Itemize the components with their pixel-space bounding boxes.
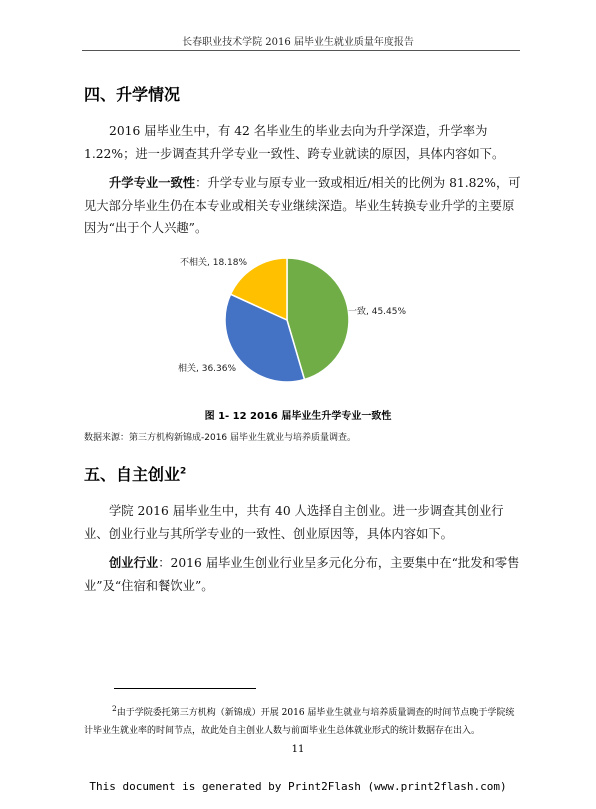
running-header: 长春职业技术学院 2016 届毕业生就业质量年度报告 bbox=[182, 37, 414, 48]
section-5-paragraph-1: 学院 2016 届毕业生中，共有 40 人选择自主创业。进一步调查其创业行业、创业行业与其所学专业的一致性、创业原因等，具体内容如下。 bbox=[84, 504, 504, 541]
pie-chart bbox=[170, 250, 430, 390]
pie-label-1: 一致, 45.45% bbox=[348, 307, 407, 317]
footnote-text: 由于学院委托第三方机构（新锦成）开展 2016 届毕业生就业与培养质量调查的时间节点晚于学院统计毕业生就业率的时间节点，故此处自主创业人数与前面毕业生总体就业形式的统计数据存在出入。 bbox=[84, 708, 515, 736]
data-source-note: 数据来源：第三方机构新锦成-2016 届毕业生就业与培养质量调查。 bbox=[84, 433, 357, 443]
section-4-title: 四、升学情况 bbox=[84, 85, 181, 104]
section-5-title bbox=[84, 462, 186, 485]
paragraph-2-lead: 升学专业一致性 bbox=[109, 176, 196, 190]
footnote bbox=[84, 700, 522, 740]
section-4-paragraph-2 bbox=[84, 172, 522, 240]
section-4-paragraph-1: 2016 届毕业生中，有 42 名毕业生的毕业去向为升学深造，升学率为 1.22%；进一步调查其升学专业一致性、跨专业就读的原因，具体内容如下。 bbox=[84, 124, 505, 161]
paragraph-2-body: ：2016 届毕业生创业行业呈多元化分布，主要集中在“批发和零售业”及“住宿和餐饮业”。 bbox=[84, 556, 520, 593]
footnote-divider bbox=[114, 688, 256, 689]
section-5-paragraph-2 bbox=[84, 552, 522, 597]
paragraph-2-lead: 创业行业 bbox=[109, 556, 159, 570]
paragraph-2-body: ：升学专业与原专业一致或相近/相关的比例为 81.82%，可见大部分毕业生仍在本专业或相关专业继续深造。毕业生转换专业升学的主要原因为“出于个人兴趣”。 bbox=[84, 176, 521, 235]
section-5-title-text: 五、自主创业 bbox=[84, 465, 181, 484]
footnote-mark: 2 bbox=[112, 704, 117, 713]
figure-caption: 图 1- 12 2016 届毕业生升学专业一致性 bbox=[204, 411, 392, 422]
page-number: 11 bbox=[291, 744, 305, 755]
pie-label-3: 不相关, 18.18% bbox=[180, 258, 248, 268]
pie-label-2: 相关, 36.36% bbox=[178, 364, 237, 374]
footnote-ref[interactable]: 2 bbox=[180, 466, 187, 477]
header-divider bbox=[82, 50, 520, 51]
generator-note: This document is generated by Print2Flash (www.print2flash.com) bbox=[89, 780, 507, 793]
